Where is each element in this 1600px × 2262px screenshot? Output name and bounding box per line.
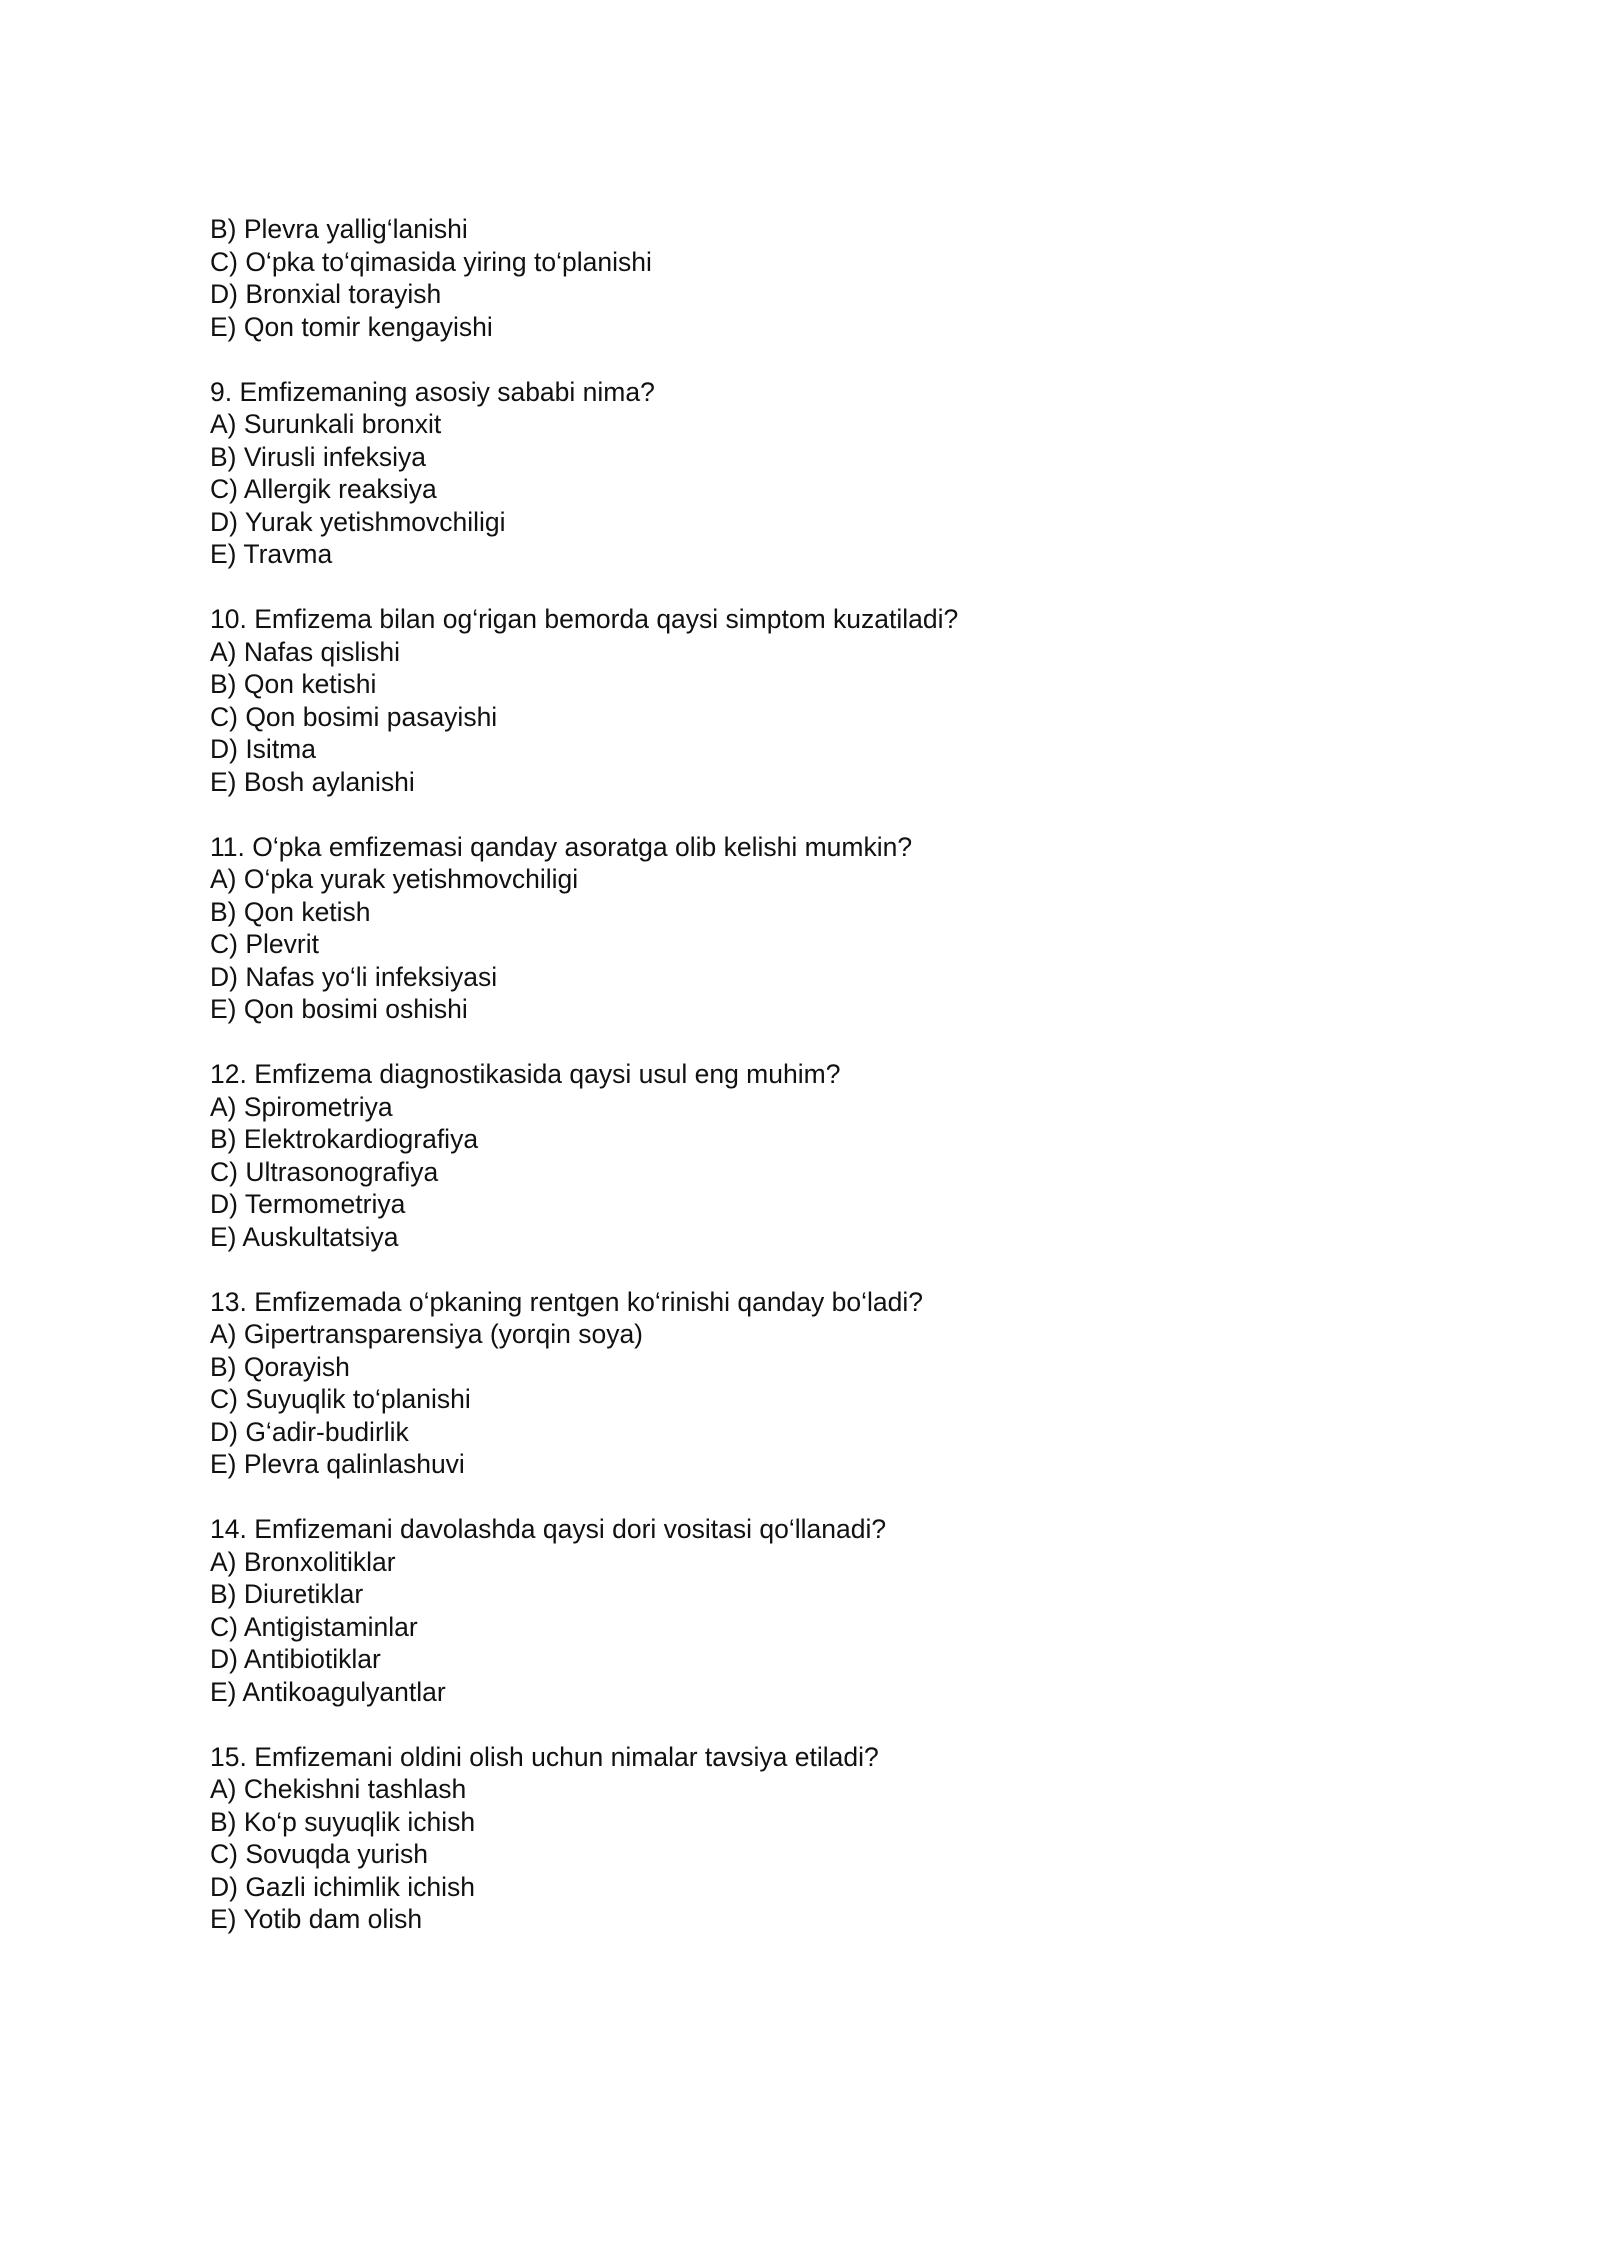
- option-a: A) Spirometriya: [210, 1091, 393, 1122]
- question-block-9: [210, 376, 1410, 571]
- option-b: B) Qon ketish: [210, 896, 371, 927]
- option-c: C) Allergik reaksiya: [210, 474, 437, 504]
- option-e: E) Travma: [210, 539, 333, 569]
- question-block-15: [210, 1741, 1410, 1936]
- option-a: A) Surunkali bronxit: [210, 409, 442, 439]
- question-11-text: 11. O‘pka emfizemasi qanday asoratga olib kelishi mumkin?: [210, 831, 913, 862]
- option-d: D) Isitma: [210, 734, 316, 764]
- spacer: [210, 1026, 1410, 1059]
- option-b: B) Plevra yallig‘lanishi: [210, 214, 468, 244]
- question-9-text: 9. Emfizemaning asosiy sababi nima?: [210, 376, 655, 407]
- option-b: B) Elektrokardiografiya: [210, 1124, 479, 1154]
- spacer: [210, 1708, 1410, 1741]
- question-block-14: [210, 1513, 1410, 1708]
- option-a: A) Chekishni tashlash: [210, 1774, 467, 1804]
- option-c: C) Antigistaminlar: [210, 1611, 418, 1642]
- spacer: [210, 571, 1410, 604]
- question-list: [210, 213, 1410, 1936]
- spacer: [210, 798, 1410, 831]
- option-e: E) Antikoagulyantlar: [210, 1676, 446, 1707]
- question-15-text: 15. Emfizemani oldini olish uchun nimalar tavsiya etiladi?: [210, 1741, 879, 1772]
- option-c: C) Plevrit: [210, 929, 319, 959]
- option-c: C) Ultrasonografiya: [210, 1156, 439, 1187]
- option-b: B) Qon ketishi: [210, 669, 377, 699]
- option-c: C) Qon bosimi pasayishi: [210, 701, 498, 732]
- option-c: C) Suyuqlik to‘planishi: [210, 1384, 471, 1414]
- option-e: E) Auskultatsiya: [210, 1221, 399, 1252]
- question-block-11: [210, 831, 1410, 1026]
- question-14-text: 14. Emfizemani davolashda qaysi dori vositasi qo‘llanadi?: [210, 1514, 887, 1544]
- option-b: B) Ko‘p suyuqlik ichish: [210, 1806, 476, 1837]
- option-b: B) Virusli infeksiya: [210, 441, 426, 472]
- option-b: B) Diuretiklar: [210, 1579, 364, 1609]
- option-a: A) Nafas qislishi: [210, 636, 400, 667]
- spacer: [210, 1481, 1410, 1514]
- option-e: E) Yotib dam olish: [210, 1904, 423, 1934]
- option-e: E) Qon bosimi oshishi: [210, 994, 468, 1024]
- question-12-text: 12. Emfizema diagnostikasida qaysi usul eng muhim?: [210, 1059, 841, 1089]
- carry-over-options: [210, 213, 1410, 343]
- option-c: C) O‘pka to‘qimasida yiring to‘planishi: [210, 246, 652, 277]
- option-e: E) Bosh aylanishi: [210, 766, 415, 797]
- question-block-12: [210, 1058, 1410, 1253]
- option-d: D) Yurak yetishmovchiligi: [210, 506, 506, 537]
- option-e: E) Plevra qalinlashuvi: [210, 1449, 465, 1479]
- option-d: D) G‘adir-budirlik: [210, 1416, 409, 1447]
- question-block-13: [210, 1286, 1410, 1481]
- spacer: [210, 1253, 1410, 1286]
- option-e: E) Qon tomir kengayishi: [210, 311, 493, 342]
- question-10-text: 10. Emfizema bilan og‘rigan bemorda qaysi simptom kuzatiladi?: [210, 604, 959, 634]
- option-d: D) Termometriya: [210, 1189, 406, 1219]
- option-d: D) Nafas yo‘li infeksiyasi: [210, 961, 498, 992]
- option-d: D) Antibiotiklar: [210, 1644, 381, 1674]
- option-a: A) Gipertransparensiya (yorqin soya): [210, 1319, 644, 1349]
- option-a: A) O‘pka yurak yetishmovchiligi: [210, 864, 579, 894]
- option-d: D) Gazli ichimlik ichish: [210, 1871, 476, 1902]
- question-block-10: [210, 603, 1410, 798]
- option-c: C) Sovuqda yurish: [210, 1839, 428, 1869]
- question-13-text: 13. Emfizemada o‘pkaning rentgen ko‘rinishi qanday bo‘ladi?: [210, 1286, 924, 1317]
- option-b: B) Qorayish: [210, 1351, 350, 1382]
- spacer: [210, 343, 1410, 376]
- option-d: D) Bronxial torayish: [210, 279, 442, 309]
- option-a: A) Bronxolitiklar: [210, 1546, 396, 1577]
